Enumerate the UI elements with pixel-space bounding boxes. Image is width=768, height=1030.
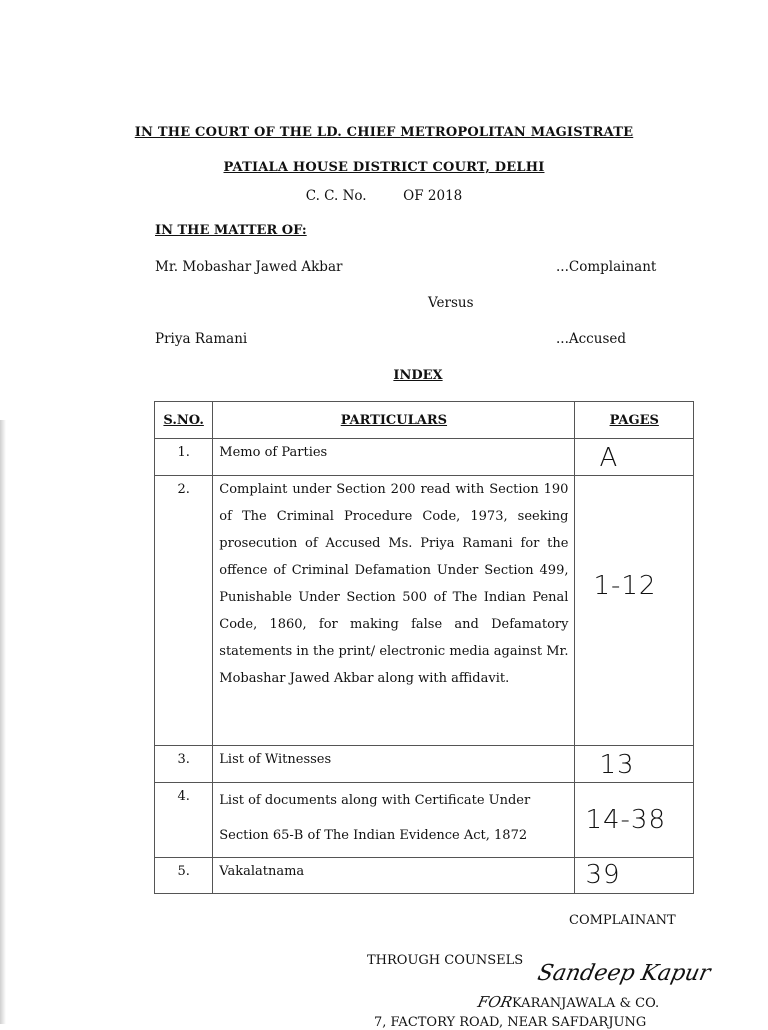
versus-label: Versus [428, 295, 474, 311]
row-sno: 2. [155, 476, 213, 746]
table-row [155, 858, 694, 894]
firm-line [478, 993, 659, 1011]
row-pages [575, 783, 694, 858]
index-title: INDEX [393, 368, 443, 383]
column-header-pages: PAGES [575, 402, 694, 439]
case-year: OF 2018 [403, 188, 463, 204]
accused-role: ...Accused [556, 331, 626, 347]
case-no-label: C. C. No. [305, 188, 367, 204]
row-particulars: Memo of Parties [213, 439, 575, 476]
scan-edge-shadow [0, 420, 6, 1024]
table-row [155, 439, 694, 476]
row-sno: 4. [155, 783, 213, 858]
court-heading: IN THE COURT OF THE LD. CHIEF METROPOLITAN MAGISTRATE [134, 125, 634, 140]
firm-address: 7, FACTORY ROAD, NEAR SAFDARJUNG [374, 1015, 647, 1030]
row-particulars: Vakalatnama [213, 858, 575, 894]
row-sno: 3. [155, 746, 213, 783]
handwritten-page-number: 39 [585, 860, 621, 890]
complainant-name: Mr. Mobashar Jawed Akbar [155, 259, 343, 275]
row-pages [575, 858, 694, 894]
handwritten-page-number: 13 [599, 750, 635, 780]
matter-heading: IN THE MATTER OF: [155, 223, 307, 238]
complainant-label: COMPLAINANT [569, 913, 676, 928]
table-row [155, 476, 694, 746]
row-sno: 1. [155, 439, 213, 476]
handwritten-page-number: 14-38 [585, 805, 667, 835]
row-sno: 5. [155, 858, 213, 894]
for-label: FOR [476, 993, 514, 1011]
index-table [154, 401, 694, 894]
handwritten-page-number: A [599, 443, 619, 473]
row-pages [575, 439, 694, 476]
handwritten-page-number: 1-12 [593, 570, 657, 601]
table-row [155, 746, 694, 783]
table-header-row [155, 402, 694, 439]
column-header-sno: S.NO. [155, 402, 213, 439]
table-row [155, 783, 694, 858]
column-header-particulars: PARTICULARS [213, 402, 575, 439]
row-particulars: List of Witnesses [213, 746, 575, 783]
accused-name: Priya Ramani [155, 331, 248, 347]
row-pages [575, 746, 694, 783]
district-heading: PATIALA HOUSE DISTRICT COURT, DELHI [223, 160, 545, 175]
through-counsels: THROUGH COUNSELS [367, 953, 524, 968]
counsel-signature: Sandeep Kapur [535, 961, 713, 986]
firm-name: KARANJAWALA & CO. [512, 996, 660, 1011]
row-particulars: List of documents along with Certificate Under Section 65-B of The Indian Evidence Act, 1872 [213, 783, 575, 858]
row-pages [575, 476, 694, 746]
row-particulars: Complaint under Section 200 read with Section 190 of The Criminal Procedure Code, 1973, seeking prosecution of Accused Ms. Priya Ramani for the offence of Criminal Defamation Under Section 499, Punishable Under Section 500 of The Indian Penal Code, 1860, for making false and Defamatory statements in the print/ electronic media against Mr. Mobashar Jawed Akbar along with affidavit. [213, 476, 575, 746]
complainant-role: ...Complainant [556, 259, 657, 275]
case-number-line [0, 188, 768, 204]
